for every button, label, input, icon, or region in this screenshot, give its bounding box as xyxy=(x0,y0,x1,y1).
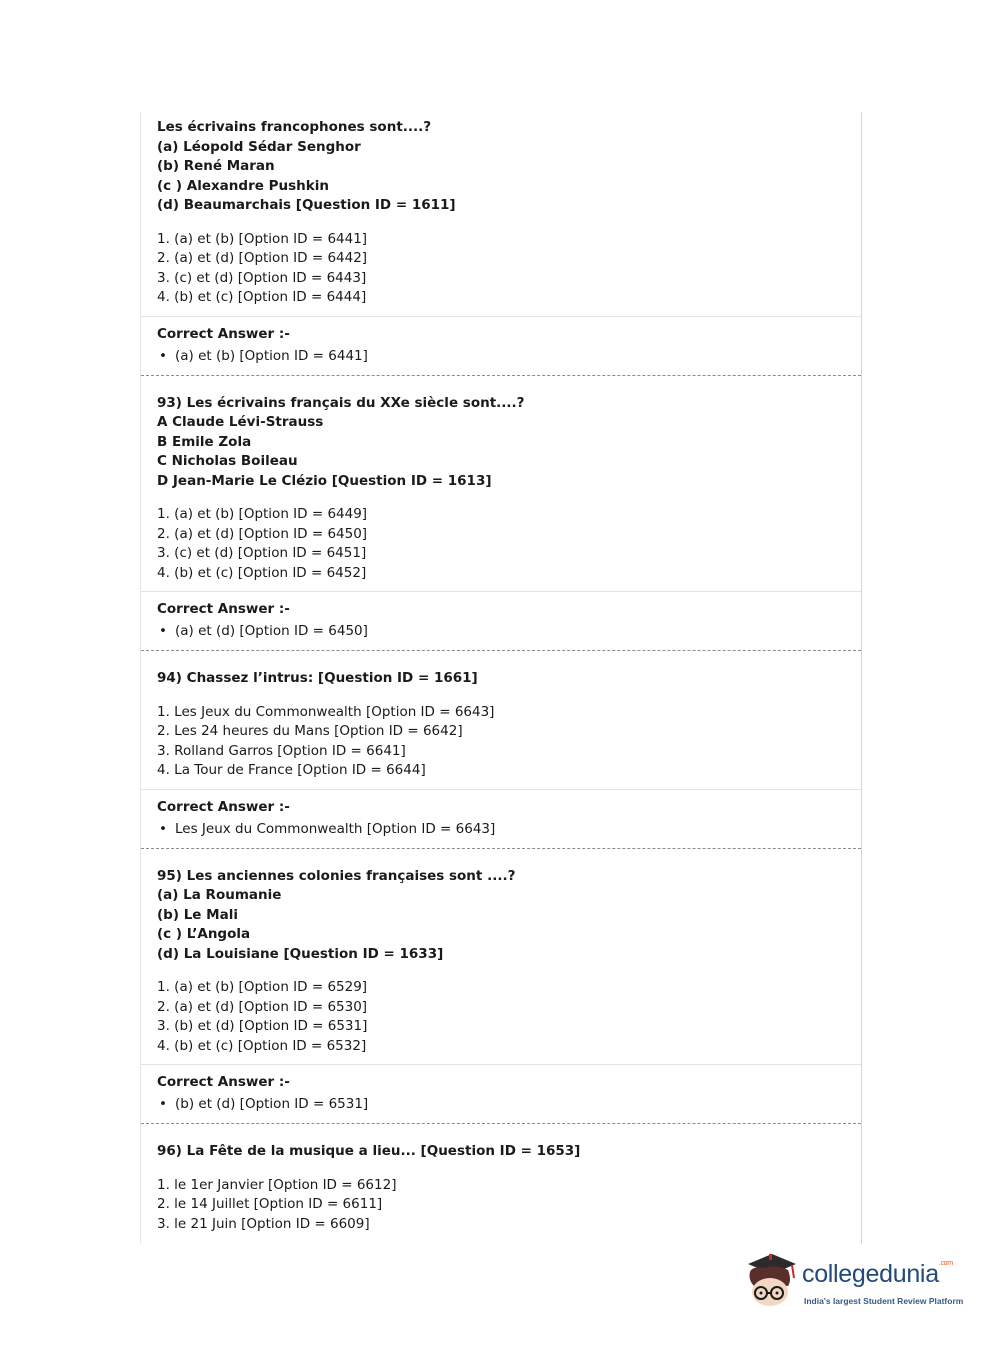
correct-answer-section xyxy=(141,789,861,848)
question-line: C Nicholas Boileau xyxy=(157,453,298,469)
correct-answer-text: Les Jeux du Commonwealth [Option ID = 6643] xyxy=(175,820,496,837)
logo-name: collegedunia xyxy=(802,1260,939,1288)
option-item: 2. le 14 Juillet [Option ID = 6611] xyxy=(157,1196,383,1212)
options-list xyxy=(157,230,845,308)
correct-answer-item xyxy=(157,1095,845,1114)
option-item: 4. La Tour de France [Option ID = 6644] xyxy=(157,762,426,778)
question-line: A Claude Lévi-Strauss xyxy=(157,414,324,430)
logo-tagline: India's largest Student Review Platform xyxy=(804,1296,964,1306)
question-92 xyxy=(141,112,861,316)
logo-wordmark xyxy=(802,1260,953,1289)
option-item: 3. (c) et (d) [Option ID = 6443] xyxy=(157,269,367,286)
question-line: (a) Léopold Sédar Senghor xyxy=(157,138,361,155)
correct-answer-text: (b) et (d) [Option ID = 6531] xyxy=(175,1096,369,1112)
correct-answer-section xyxy=(141,316,861,375)
correct-answer-section xyxy=(141,1064,861,1123)
bullet-icon: • xyxy=(159,1096,167,1112)
question-line: 93) Les écrivains français du XXe siècle sont....? xyxy=(157,394,525,411)
question-96 xyxy=(141,1124,861,1242)
question-text xyxy=(157,1142,845,1162)
options-list xyxy=(157,505,845,583)
question-line: (a) La Roumanie xyxy=(157,887,282,903)
question-line: (c ) Alexandre Pushkin xyxy=(157,177,329,194)
options-list xyxy=(157,978,845,1056)
option-item: 4. (b) et (c) [Option ID = 6444] xyxy=(157,289,367,305)
options-list xyxy=(157,703,845,781)
logo-suffix: .com xyxy=(938,1260,953,1267)
question-94 xyxy=(141,651,861,789)
option-item: 2. (a) et (d) [Option ID = 6442] xyxy=(157,250,368,266)
question-line: B Emile Zola xyxy=(157,433,252,450)
option-item: 1. le 1er Janvier [Option ID = 6612] xyxy=(157,1176,397,1193)
option-item: 1. (a) et (b) [Option ID = 6449] xyxy=(157,506,368,522)
option-item: 4. (b) et (c) [Option ID = 6452] xyxy=(157,564,367,581)
correct-answer-label: Correct Answer :- xyxy=(157,325,290,342)
option-item: 4. (b) et (c) [Option ID = 6532] xyxy=(157,1037,367,1054)
options-list xyxy=(157,1176,845,1235)
bullet-icon: • xyxy=(159,347,167,364)
option-item: 3. le 21 Juin [Option ID = 6609] xyxy=(157,1215,370,1232)
bullet-icon: • xyxy=(159,820,167,837)
question-line: 94) Chassez l’intrus: [Question ID = 1661] xyxy=(157,670,478,686)
option-item: 3. (b) et (d) [Option ID = 6531] xyxy=(157,1018,368,1034)
correct-answer-item xyxy=(157,820,845,839)
question-line: (b) Le Mali xyxy=(157,906,238,923)
question-sheet xyxy=(140,112,862,1244)
option-item: 1. Les Jeux du Commonwealth [Option ID = 6643] xyxy=(157,703,495,720)
bullet-icon: • xyxy=(159,623,167,639)
question-line: (d) La Louisiane [Question ID = 1633] xyxy=(157,945,444,962)
correct-answer-item xyxy=(157,622,845,641)
question-line: (d) Beaumarchais [Question ID = 1611] xyxy=(157,197,456,213)
correct-answer-section xyxy=(141,591,861,650)
question-line: Les écrivains francophones sont....? xyxy=(157,119,432,135)
question-line: (b) René Maran xyxy=(157,158,275,174)
correct-answer-label: Correct Answer :- xyxy=(157,798,290,815)
correct-answer-text: (a) et (d) [Option ID = 6450] xyxy=(175,623,368,639)
question-text xyxy=(157,867,845,965)
question-text xyxy=(157,669,845,689)
question-text xyxy=(157,118,845,216)
collegedunia-logo[interactable] xyxy=(742,1250,972,1318)
question-95 xyxy=(141,849,861,1065)
option-item: 1. (a) et (b) [Option ID = 6441] xyxy=(157,230,368,247)
question-line: (c ) L’Angola xyxy=(157,926,251,942)
option-item: 2. (a) et (d) [Option ID = 6530] xyxy=(157,998,368,1015)
question-93 xyxy=(141,376,861,592)
correct-answer-text: (a) et (b) [Option ID = 6441] xyxy=(175,347,368,364)
correct-answer-label: Correct Answer :- xyxy=(157,601,290,617)
option-item: 3. Rolland Garros [Option ID = 6641] xyxy=(157,742,406,759)
question-line: 95) Les anciennes colonies françaises sont ....? xyxy=(157,867,516,884)
option-item: 1. (a) et (b) [Option ID = 6529] xyxy=(157,979,368,995)
correct-answer-item xyxy=(157,347,845,366)
option-item: 2. (a) et (d) [Option ID = 6450] xyxy=(157,525,368,542)
option-item: 3. (c) et (d) [Option ID = 6451] xyxy=(157,545,367,561)
question-line: 96) La Fête de la musique a lieu... [Question ID = 1653] xyxy=(157,1143,581,1159)
correct-answer-label: Correct Answer :- xyxy=(157,1074,290,1090)
graduate-mascot-icon xyxy=(742,1250,800,1312)
option-item: 2. Les 24 heures du Mans [Option ID = 6642] xyxy=(157,723,463,739)
question-line: D Jean-Marie Le Clézio [Question ID = 1613] xyxy=(157,472,492,489)
question-text xyxy=(157,394,845,492)
